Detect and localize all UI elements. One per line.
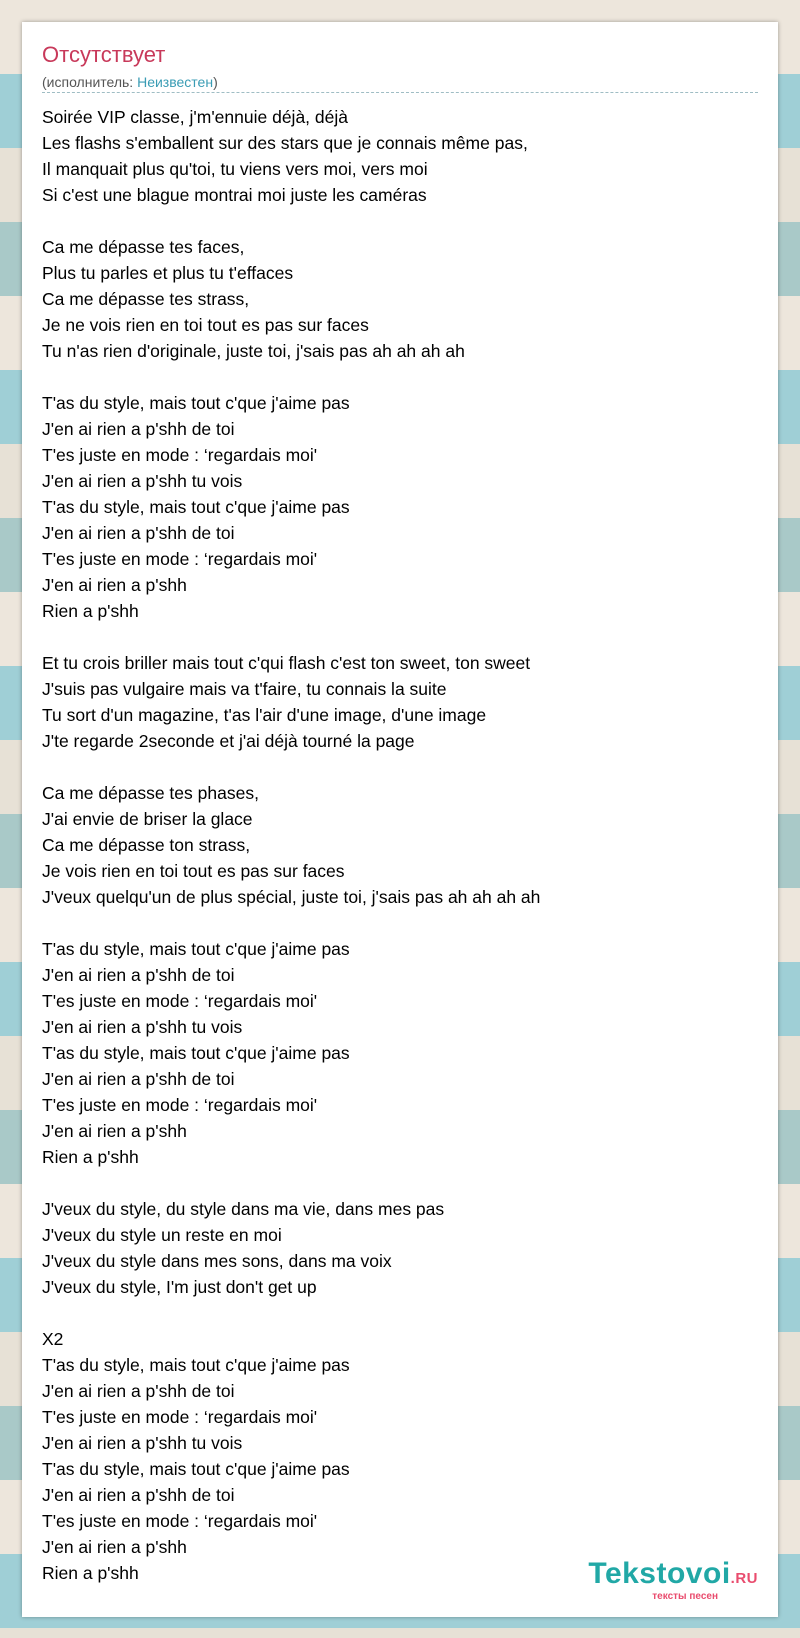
lyric-line: J'en ai rien a p'shh de toi bbox=[42, 1485, 235, 1505]
lyric-line: Je vois rien en toi tout es pas sur faces bbox=[42, 861, 345, 881]
lyric-line: J'veux du style un reste en moi bbox=[42, 1225, 282, 1245]
lyrics-text bbox=[42, 104, 758, 1586]
logo-name: Tekstovoi bbox=[588, 1557, 731, 1590]
site-logo bbox=[588, 1559, 758, 1602]
lyric-line: T'as du style, mais tout c'que j'aime pas bbox=[42, 1459, 350, 1479]
lyric-line: Rien a p'shh bbox=[42, 601, 139, 621]
lyric-line: Et tu crois briller mais tout c'qui flash c'est ton sweet, ton sweet bbox=[42, 653, 531, 673]
lyric-line: T'es juste en mode : ‘regardais moi' bbox=[42, 549, 318, 569]
lyric-line: T'as du style, mais tout c'que j'aime pas bbox=[42, 1355, 350, 1375]
logo-tld: .RU bbox=[730, 1570, 758, 1587]
lyric-line: T'as du style, mais tout c'que j'aime pas bbox=[42, 497, 350, 517]
lyric-line: J'en ai rien a p'shh de toi bbox=[42, 523, 235, 543]
lyric-line: T'as du style, mais tout c'que j'aime pas bbox=[42, 393, 350, 413]
lyric-line: Rien a p'shh bbox=[42, 1563, 139, 1583]
artist-line bbox=[42, 73, 218, 91]
lyric-line: J'suis pas vulgaire mais va t'faire, tu connais la suite bbox=[42, 679, 447, 699]
lyric-line: J'ai envie de briser la glace bbox=[42, 809, 253, 829]
stanza-break bbox=[42, 624, 758, 650]
lyric-line: T'es juste en mode : ‘regardais moi' bbox=[42, 991, 318, 1011]
artist-prefix: (исполнитель: bbox=[42, 74, 138, 90]
lyric-line: J'en ai rien a p'shh tu vois bbox=[42, 471, 243, 491]
lyric-line: J'veux du style, du style dans ma vie, dans mes pas bbox=[42, 1199, 445, 1219]
stanza-break bbox=[42, 754, 758, 780]
lyric-line: J'en ai rien a p'shh bbox=[42, 1121, 187, 1141]
song-title: Отсутствует bbox=[42, 42, 166, 67]
lyric-line: Je ne vois rien en toi tout es pas sur faces bbox=[42, 315, 369, 335]
lyric-line: Soirée VIP classe, j'm'ennuie déjà, déjà bbox=[42, 107, 348, 127]
logo-tagline: тексты песен bbox=[652, 1591, 718, 1602]
lyric-line: Ca me dépasse ton strass, bbox=[42, 835, 251, 855]
lyric-line: Si c'est une blague montrai moi juste les caméras bbox=[42, 185, 427, 205]
stanza-break bbox=[42, 910, 758, 936]
lyric-line: Tu sort d'un magazine, t'as l'air d'une image, d'une image bbox=[42, 705, 487, 725]
stanza-break bbox=[42, 1170, 758, 1196]
lyric-line: J'en ai rien a p'shh de toi bbox=[42, 1381, 235, 1401]
stanza-break bbox=[42, 208, 758, 234]
stanza-break bbox=[42, 1300, 758, 1326]
stanza-break bbox=[42, 364, 758, 390]
lyric-line: Ca me dépasse tes strass, bbox=[42, 289, 250, 309]
lyric-line: J'en ai rien a p'shh bbox=[42, 575, 187, 595]
lyric-line: J'en ai rien a p'shh tu vois bbox=[42, 1017, 243, 1037]
lyric-line: J'veux du style, I'm just don't get up bbox=[42, 1277, 317, 1297]
lyric-line: Rien a p'shh bbox=[42, 1147, 139, 1167]
lyric-line: J'en ai rien a p'shh bbox=[42, 1537, 187, 1557]
lyric-line: Tu n'as rien d'originale, juste toi, j'sais pas ah ah ah ah bbox=[42, 341, 465, 361]
lyric-line: J'veux quelqu'un de plus spécial, juste toi, j'sais pas ah ah ah ah bbox=[42, 887, 541, 907]
lyric-line: T'es juste en mode : ‘regardais moi' bbox=[42, 1095, 318, 1115]
lyric-line: T'es juste en mode : ‘regardais moi' bbox=[42, 1511, 318, 1531]
artist-suffix: ) bbox=[213, 74, 218, 90]
lyric-line: T'as du style, mais tout c'que j'aime pas bbox=[42, 939, 350, 959]
lyric-line: Les flashs s'emballent sur des stars que je connais même pas, bbox=[42, 133, 528, 153]
lyrics-card bbox=[22, 22, 778, 1617]
lyric-line: J'veux du style dans mes sons, dans ma voix bbox=[42, 1251, 392, 1271]
lyric-line: T'as du style, mais tout c'que j'aime pas bbox=[42, 1043, 350, 1063]
lyric-line: J'en ai rien a p'shh tu vois bbox=[42, 1433, 243, 1453]
lyric-line: J'en ai rien a p'shh de toi bbox=[42, 1069, 235, 1089]
lyric-line: Il manquait plus qu'toi, tu viens vers moi, vers moi bbox=[42, 159, 428, 179]
lyric-line: Plus tu parles et plus tu t'effaces bbox=[42, 263, 294, 283]
lyric-line: T'es juste en mode : ‘regardais moi' bbox=[42, 445, 318, 465]
lyric-line: Ca me dépasse tes faces, bbox=[42, 237, 245, 257]
lyric-line: J'en ai rien a p'shh de toi bbox=[42, 419, 235, 439]
title-divider bbox=[42, 92, 758, 93]
lyric-line: T'es juste en mode : ‘regardais moi' bbox=[42, 1407, 318, 1427]
lyric-line: X2 bbox=[42, 1329, 64, 1349]
artist-link[interactable]: Неизвестен bbox=[137, 74, 214, 90]
lyric-line: Ca me dépasse tes phases, bbox=[42, 783, 259, 803]
lyric-line: J'te regarde 2seconde et j'ai déjà tourné la page bbox=[42, 731, 415, 751]
lyric-line: J'en ai rien a p'shh de toi bbox=[42, 965, 235, 985]
